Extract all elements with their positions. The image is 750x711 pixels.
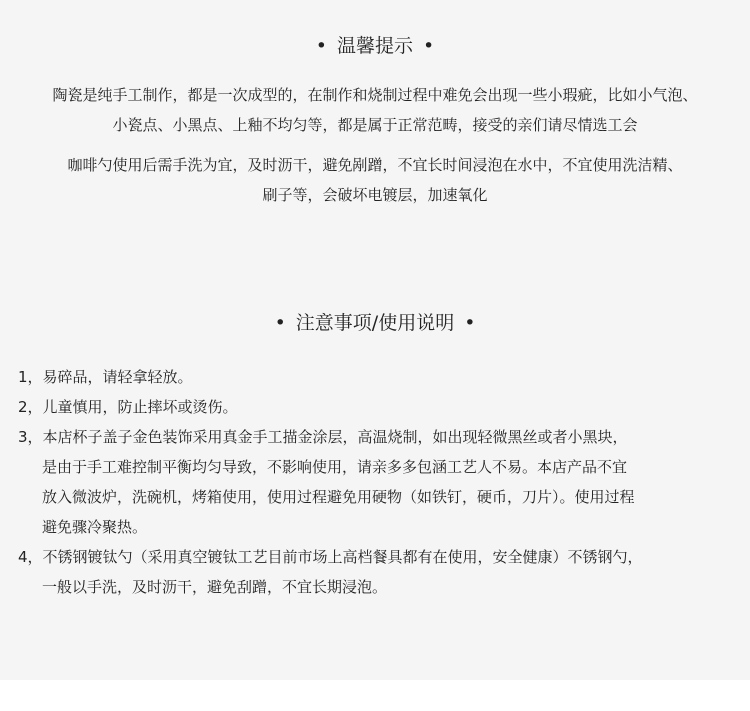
- list-item-line: 2，儿童慎用，防止摔坏或烫伤。: [18, 398, 238, 416]
- paragraph-line: 陶瓷是纯手工制作，都是一次成型的，在制作和烧制过程中难免会出现一些小瑕疵，比如小气泡、: [52, 86, 698, 104]
- bullet-dot-icon: •: [274, 312, 286, 334]
- paragraph-line: 小瓷点、小黑点、上釉不均匀等，都是属于正常范畴，接受的亲们请尽情选工会: [112, 116, 638, 134]
- usage-list: [18, 362, 738, 602]
- list-item-line: 3，本店杯子盖子金色装饰采用真金手工描金涂层，高温烧制，如出现轻微黑丝或者小黑块，: [18, 428, 628, 446]
- list-item: [18, 542, 738, 602]
- spoon-care-paragraph: [0, 150, 750, 210]
- list-item: [18, 362, 738, 392]
- list-item-line: 是由于手工难控制平衡均匀导致，不影响使用，请亲多多包涵工艺人不易。本店产品不宜: [42, 458, 628, 476]
- paragraph-line: 咖啡勺使用后需手洗为宜，及时沥干，避免剐蹭，不宜长时间浸泡在水中，不宜使用洗洁精、: [67, 156, 683, 174]
- list-item: [18, 392, 738, 422]
- section-title-usage: [0, 310, 750, 336]
- ceramic-note-paragraph: [0, 80, 750, 140]
- list-item-line: 4，不锈钢镀钛勺（采用真空镀钛工艺目前市场上高档餐具都有在使用，安全健康）不锈钢勺，: [18, 548, 643, 566]
- tips-title-text: 温馨提示: [336, 35, 413, 57]
- bullet-dot-icon: •: [423, 35, 435, 57]
- usage-title-text: 注意事项/使用说明: [295, 312, 455, 334]
- section-title-tips: [0, 33, 750, 59]
- list-item-line: 1，易碎品，请轻拿轻放。: [18, 368, 193, 386]
- bullet-dot-icon: •: [315, 35, 327, 57]
- list-item: [18, 422, 738, 542]
- list-item-line: 放入微波炉，洗碗机，烤箱使用，使用过程避免用硬物（如铁钉，硬币，刀片）。使用过程: [42, 488, 635, 506]
- list-item-line: 避免骤冷聚热。: [42, 518, 148, 536]
- list-item-line: 一般以手洗，及时沥干，避免刮蹭，不宜长期浸泡。: [42, 578, 388, 596]
- bullet-dot-icon: •: [464, 312, 476, 334]
- paragraph-line: 刷子等，会破坏电镀层，加速氧化: [262, 186, 488, 204]
